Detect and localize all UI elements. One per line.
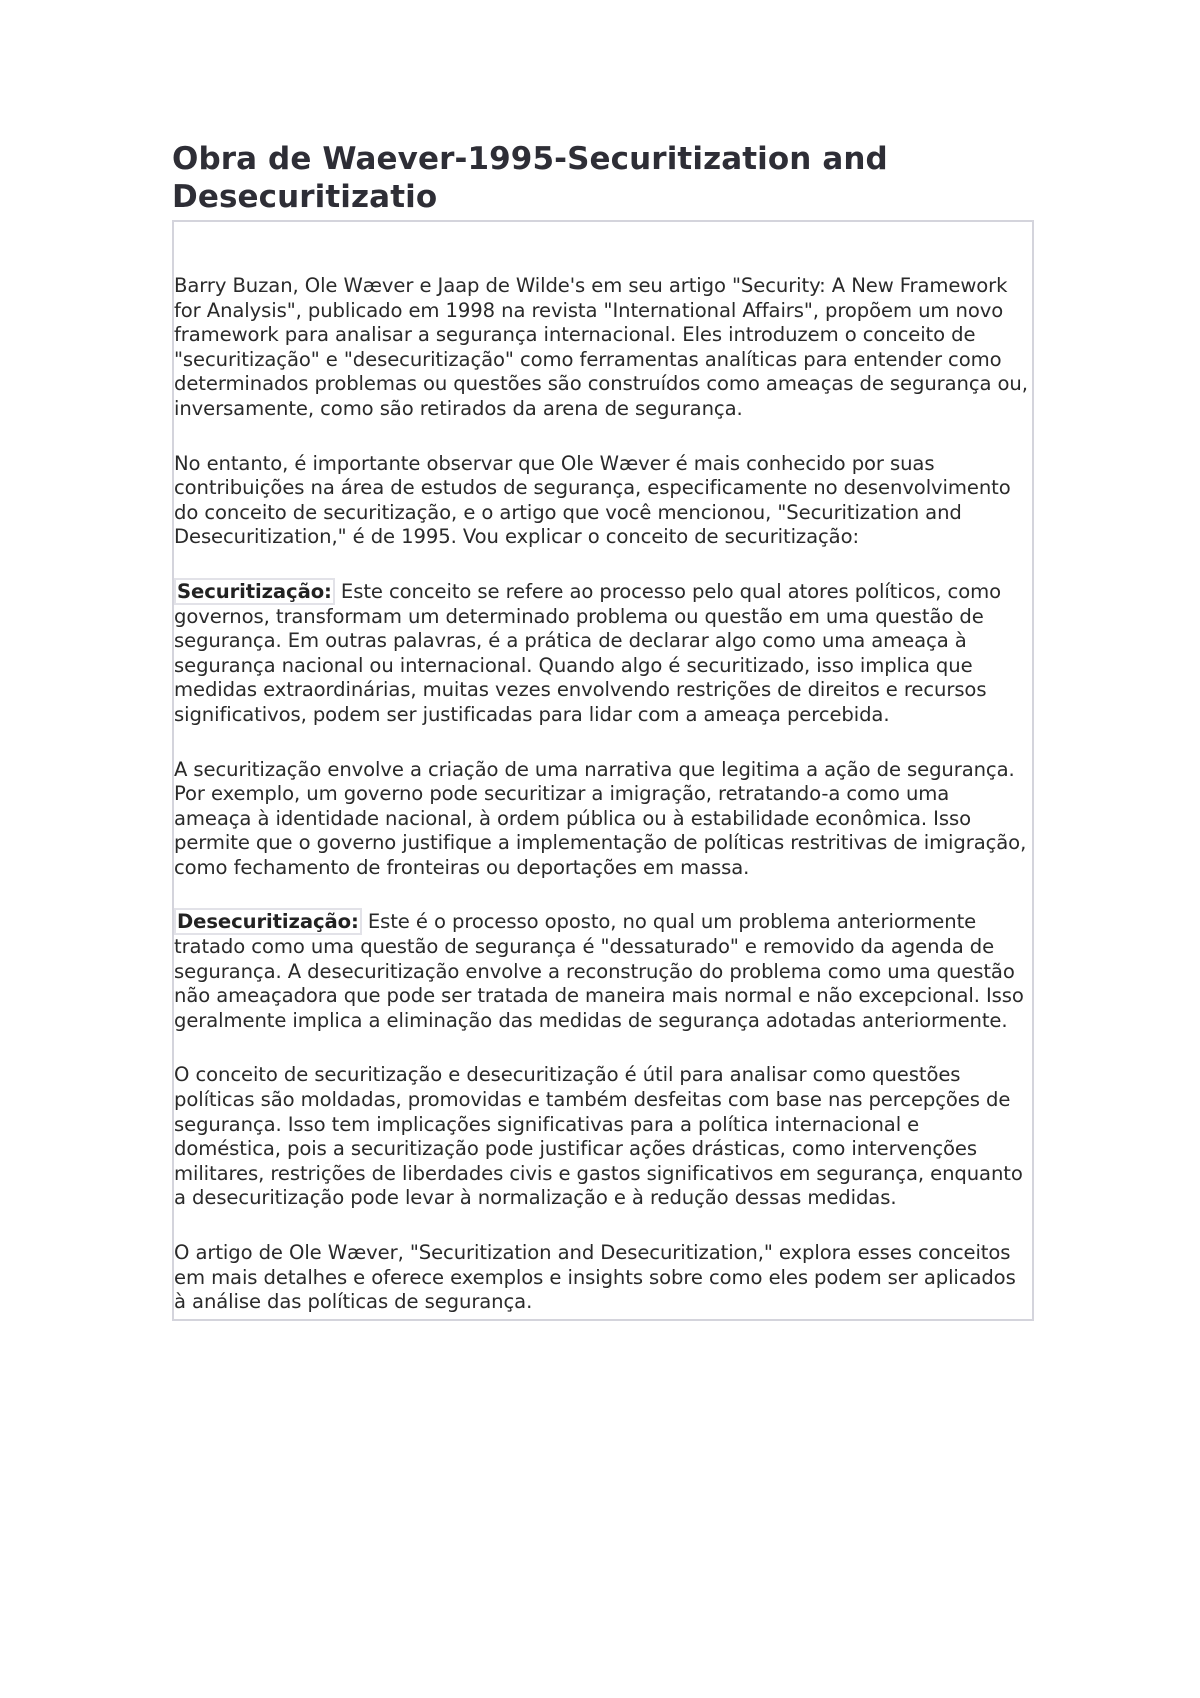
paragraph-securitization xyxy=(174,580,1030,728)
content-box xyxy=(172,220,1034,1321)
paragraph-intro xyxy=(174,274,1030,422)
paragraph-text: Barry Buzan, Ole Wæver e Jaap de Wilde's em seu artigo "Security: A New Framework for Analysis", publicado em 1998 na revista "International Affairs", propõem um novo framework para analisar a segurança internacional. Eles introduzem o conceito de "securitização" e "desecuritização" como ferramentas analíticas para entender como determinados problemas ou questões são construídos como ameaças de segurança ou, inversamente, como são retirados da arena de segurança. xyxy=(174,274,1028,420)
paragraph-text: O artigo de Ole Wæver, "Securitization and Desecuritization," explora esses conceitos em mais detalhes e oferece exemplos e insights sobre como eles podem ser aplicados à análise das políticas de segurança. xyxy=(174,1241,1016,1314)
paragraph-analysis xyxy=(174,1063,1030,1211)
term-desecuritizacao: Desecuritização: xyxy=(174,908,362,935)
paragraph-text: Este conceito se refere ao processo pelo qual atores políticos, como governos, transformam um determinado problema ou questão em uma questão de segurança. Em outras palavras, é a prática de declarar algo como uma ameaça à segurança nacional ou internacional. Quando algo é securitizado, isso implica que medidas extraordinárias, muitas vezes envolvendo restrições de direitos e recursos significativos, podem ser justificadas para lidar com a ameaça percebida. xyxy=(174,579,1001,726)
paragraph-text: Este é o processo oposto, no qual um problema anteriormente tratado como uma questão de segurança é "dessaturado" e removido da agenda de segurança. A desecuritização envolve a reconstrução do problema como uma questão não ameaçadora que pode ser tratada de maneira mais normal e não excepcional. Isso geralmente implica a eliminação das medidas de segurança adotadas anteriormente. xyxy=(174,910,1024,1032)
paragraph-text: A securitização envolve a criação de uma narrativa que legitima a ação de segurança. Por exemplo, um governo pode securitizar a imigração, retratando-a como uma ameaça à identidade nacional, à ordem pública ou à estabilidade econômica. Isso permite que o governo justifique a implementação de políticas restritivas de imigração, como fechamento de fronteiras ou deportações em massa. xyxy=(174,757,1027,879)
paragraph-conclusion xyxy=(174,1241,1030,1315)
paragraph-text: O conceito de securitização e desecuritização é útil para analisar como questões políticas são moldadas, promovidas e também desfeitas com base nas percepções de segurança. Isso tem implicações significativas para a política internacional e doméstica, pois a securitização pode justificar ações drásticas, como intervenções militares, restrições de liberdades civis e gastos significativos em segurança, enquanto a desecuritização pode levar à normalização e à redução dessas medidas. xyxy=(174,1063,1023,1210)
term-securitizacao: Securitização: xyxy=(174,578,335,605)
paragraph-context xyxy=(174,452,1030,550)
paragraph-securitization-example xyxy=(174,758,1030,881)
paragraph-desecuritization xyxy=(174,910,1030,1033)
document-title: Obra de Waever-1995-Securitization and Desecuritizatio xyxy=(172,141,888,215)
document-page xyxy=(172,140,1038,1321)
paragraph-text: No entanto, é importante observar que Ole Wæver é mais conhecido por suas contribuições na área de estudos de segurança, especificamente no desenvolvimento do conceito de securitização, e o artigo que você mencionou, "Securitization and Desecuritization," é de 1995. Vou explicar o conceito de securitização: xyxy=(174,451,1011,549)
